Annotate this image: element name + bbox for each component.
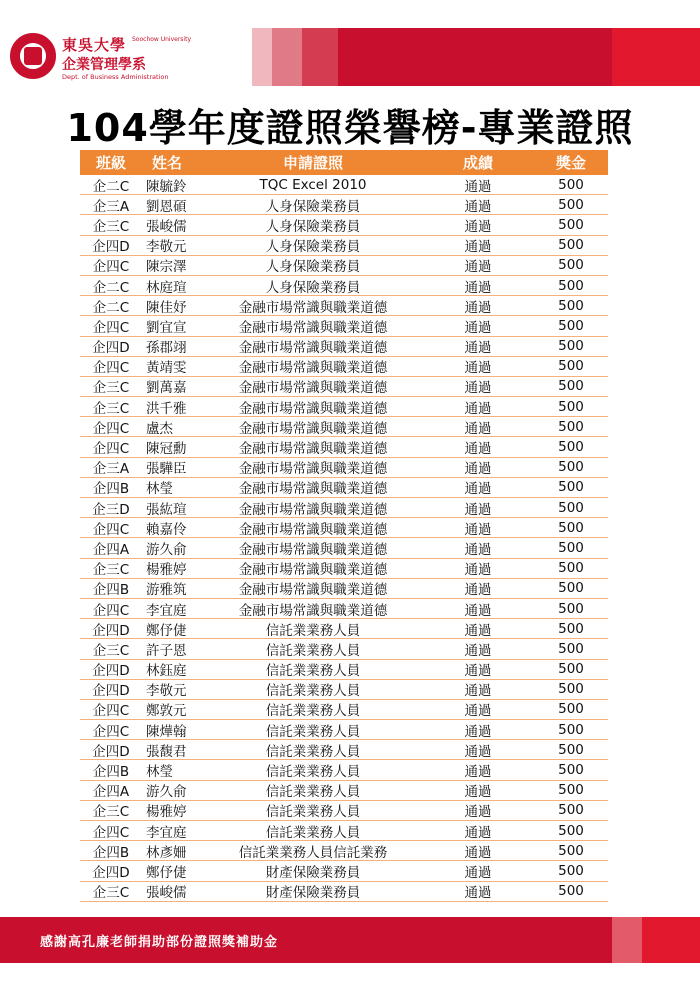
cell-prize: 500 xyxy=(558,842,584,859)
cell-class: 企三C xyxy=(92,642,130,659)
cell-certificate: 金融市場常識與職業道德 xyxy=(238,360,388,377)
cell-name: 陳冠勳 xyxy=(146,441,187,458)
cell-certificate: 金融市場常識與職業道德 xyxy=(238,420,388,437)
cell-result: 通過 xyxy=(464,218,492,235)
cell-name: 林庭瑄 xyxy=(146,279,187,296)
table-row xyxy=(80,882,608,902)
cell-result: 通過 xyxy=(464,683,492,700)
cell-name: 張馥君 xyxy=(146,743,187,760)
table-row xyxy=(80,215,608,235)
cell-class: 企四C xyxy=(92,259,130,276)
cell-certificate: 信託業業務人員信託業務 xyxy=(238,844,388,861)
footer-acknowledgement: 感謝高孔廉老師捐助部份證照獎補助金 xyxy=(40,935,279,950)
table-row xyxy=(80,478,608,498)
cell-certificate: 信託業業務人員 xyxy=(265,723,361,740)
cell-certificate: 金融市場常識與職業道德 xyxy=(238,380,388,397)
header-certificate: 申請證照 xyxy=(282,154,343,172)
cell-name: 游雅筑 xyxy=(146,582,187,599)
cell-class: 企二C xyxy=(92,178,130,195)
cell-result: 通過 xyxy=(464,824,492,841)
cell-prize: 500 xyxy=(558,762,584,779)
cell-class: 企四C xyxy=(92,521,130,538)
cell-name: 李敬元 xyxy=(146,239,187,256)
cell-class: 企四C xyxy=(92,360,130,377)
cell-name: 鄭伃倢 xyxy=(146,622,187,639)
cell-result: 通過 xyxy=(464,844,492,861)
cell-prize: 500 xyxy=(558,398,584,415)
cell-result: 通過 xyxy=(464,804,492,821)
cell-name: 張紘瑄 xyxy=(146,501,187,518)
cell-prize: 500 xyxy=(558,459,584,476)
cell-result: 通過 xyxy=(464,703,492,720)
cell-name: 洪千雅 xyxy=(146,400,187,417)
cell-certificate: 信託業業務人員 xyxy=(265,764,361,781)
cell-prize: 500 xyxy=(558,237,584,254)
table-row xyxy=(80,740,608,760)
cell-result: 通過 xyxy=(464,501,492,518)
cell-prize: 500 xyxy=(558,317,584,334)
cell-certificate: 信託業業務人員 xyxy=(265,784,361,801)
table-row xyxy=(80,195,608,215)
cell-certificate: 人身保險業務員 xyxy=(265,259,361,276)
cell-certificate: 金融市場常識與職業道德 xyxy=(238,461,388,478)
cell-prize: 500 xyxy=(558,297,584,314)
header-prize: 獎金 xyxy=(555,154,586,172)
cell-class: 企三A xyxy=(92,198,130,215)
cell-result: 通過 xyxy=(464,299,492,316)
cell-name: 孫郡翊 xyxy=(146,340,187,357)
cell-name: 劉恩碩 xyxy=(146,198,187,215)
table-row xyxy=(80,619,608,639)
cell-name: 陳毓鈴 xyxy=(146,178,187,195)
table-row xyxy=(80,316,608,336)
cell-prize: 500 xyxy=(558,600,584,617)
cell-class: 企三A xyxy=(92,461,130,478)
cell-result: 通過 xyxy=(464,400,492,417)
cell-certificate: 人身保險業務員 xyxy=(265,198,361,215)
cell-name: 陳佳妤 xyxy=(146,299,187,316)
cell-class: 企四A xyxy=(92,541,130,558)
cell-name: 張峻儒 xyxy=(146,885,187,902)
cell-class: 企四C xyxy=(92,703,130,720)
cell-class: 企四D xyxy=(92,683,130,700)
cell-class: 企二C xyxy=(92,299,130,316)
cell-certificate: 人身保險業務員 xyxy=(265,239,361,256)
cell-result: 通過 xyxy=(464,461,492,478)
cell-class: 企二C xyxy=(92,279,130,296)
cell-result: 通過 xyxy=(464,259,492,276)
table-row xyxy=(80,639,608,659)
table-row xyxy=(80,821,608,841)
cell-prize: 500 xyxy=(558,539,584,556)
cell-certificate: 金融市場常識與職業道德 xyxy=(238,562,388,579)
cell-result: 通過 xyxy=(464,764,492,781)
cell-class: 企四B xyxy=(92,582,130,599)
cell-prize: 500 xyxy=(558,620,584,637)
cell-result: 通過 xyxy=(464,380,492,397)
footer-stripe xyxy=(642,917,700,963)
cell-class: 企四D xyxy=(92,340,130,357)
cell-certificate: 金融市場常識與職業道德 xyxy=(238,521,388,538)
cell-prize: 500 xyxy=(558,479,584,496)
cell-class: 企四C xyxy=(92,319,130,336)
cell-name: 黃靖雯 xyxy=(146,360,187,377)
cell-class: 企四B xyxy=(92,764,130,781)
cell-prize: 500 xyxy=(558,802,584,819)
table-row xyxy=(80,781,608,801)
cell-class: 企四D xyxy=(92,864,130,881)
cell-certificate: 金融市場常識與職業道德 xyxy=(238,602,388,619)
cell-class: 企四C xyxy=(92,824,130,841)
cell-name: 李宜庭 xyxy=(146,602,187,619)
table-row xyxy=(80,680,608,700)
table-row xyxy=(80,498,608,518)
cell-name: 李敬元 xyxy=(146,683,187,700)
cell-class: 企四D xyxy=(92,622,130,639)
cell-name: 鄭伃倢 xyxy=(146,864,187,881)
table-row xyxy=(80,437,608,457)
table-row xyxy=(80,417,608,437)
cell-class: 企四C xyxy=(92,420,130,437)
cell-certificate: 信託業業務人員 xyxy=(265,622,361,639)
cell-certificate: 信託業業務人員 xyxy=(265,642,361,659)
cell-certificate: 信託業業務人員 xyxy=(265,743,361,760)
cell-certificate: TQC Excel 2010 xyxy=(259,176,367,193)
cell-prize: 500 xyxy=(558,439,584,456)
cell-certificate: 金融市場常識與職業道德 xyxy=(238,481,388,498)
table-row xyxy=(80,579,608,599)
table-row xyxy=(80,861,608,881)
cell-class: 企三C xyxy=(92,218,130,235)
header-name: 姓名 xyxy=(152,154,183,172)
cell-result: 通過 xyxy=(464,319,492,336)
cell-class: 企三C xyxy=(92,400,130,417)
cell-prize: 500 xyxy=(558,862,584,879)
cell-prize: 500 xyxy=(558,378,584,395)
cell-certificate: 信託業業務人員 xyxy=(265,804,361,821)
cell-certificate: 金融市場常識與職業道德 xyxy=(238,441,388,458)
cell-certificate: 信託業業務人員 xyxy=(265,703,361,720)
cell-certificate: 金融市場常識與職業道德 xyxy=(238,582,388,599)
cell-class: 企四A xyxy=(92,784,130,801)
cell-result: 通過 xyxy=(464,743,492,760)
cell-prize: 500 xyxy=(558,580,584,597)
cell-result: 通過 xyxy=(464,239,492,256)
honor-roll-table xyxy=(80,150,608,902)
dept-name-zh: 企業管理學系 xyxy=(62,57,146,73)
table-row xyxy=(80,660,608,680)
table-row xyxy=(80,599,608,619)
cell-certificate: 人身保險業務員 xyxy=(265,218,361,235)
cell-name: 賴嘉伶 xyxy=(146,521,187,538)
cell-prize: 500 xyxy=(558,661,584,678)
cell-result: 通過 xyxy=(464,541,492,558)
cell-name: 許子恩 xyxy=(146,642,187,659)
table-row xyxy=(80,236,608,256)
university-seal-icon xyxy=(10,33,56,79)
cell-prize: 500 xyxy=(558,499,584,516)
cell-certificate: 信託業業務人員 xyxy=(265,683,361,700)
cell-name: 李宜庭 xyxy=(146,824,187,841)
cell-result: 通過 xyxy=(464,178,492,195)
cell-name: 劉宜宣 xyxy=(146,319,187,336)
cell-result: 通過 xyxy=(464,663,492,680)
cell-result: 通過 xyxy=(464,562,492,579)
table-row xyxy=(80,841,608,861)
cell-certificate: 人身保險業務員 xyxy=(265,279,361,296)
cell-prize: 500 xyxy=(558,196,584,213)
cell-name: 林鈺庭 xyxy=(146,663,187,680)
footer-band xyxy=(0,917,700,963)
cell-name: 張峻儒 xyxy=(146,218,187,235)
cell-class: 企三D xyxy=(92,501,130,518)
cell-prize: 500 xyxy=(558,741,584,758)
table-row xyxy=(80,397,608,417)
cell-result: 通過 xyxy=(464,723,492,740)
cell-prize: 500 xyxy=(558,721,584,738)
cell-prize: 500 xyxy=(558,176,584,193)
table-row xyxy=(80,337,608,357)
school-name-en: Soochow University xyxy=(132,36,192,43)
cell-prize: 500 xyxy=(558,782,584,799)
cell-certificate: 金融市場常識與職業道德 xyxy=(238,299,388,316)
cell-certificate: 金融市場常識與職業道德 xyxy=(238,340,388,357)
cell-result: 通過 xyxy=(464,441,492,458)
header-class: 班級 xyxy=(95,154,126,172)
cell-name: 林瑩 xyxy=(146,481,173,498)
logo-card xyxy=(0,28,252,86)
cell-prize: 500 xyxy=(558,216,584,233)
cell-class: 企四D xyxy=(92,663,130,680)
table-row xyxy=(80,458,608,478)
cell-result: 通過 xyxy=(464,521,492,538)
table-row xyxy=(80,175,608,195)
cell-name: 陳燁翰 xyxy=(146,723,187,740)
footer-stripe xyxy=(612,917,642,963)
cell-prize: 500 xyxy=(558,822,584,839)
cell-class: 企三C xyxy=(92,562,130,579)
table-row xyxy=(80,720,608,740)
cell-class: 企四C xyxy=(92,723,130,740)
cell-class: 企四C xyxy=(92,441,130,458)
cell-prize: 500 xyxy=(558,338,584,355)
cell-class: 企四D xyxy=(92,239,130,256)
cell-certificate: 財產保險業務員 xyxy=(265,885,361,902)
header-stripe xyxy=(252,28,272,86)
table-row xyxy=(80,518,608,538)
cell-name: 游久俞 xyxy=(146,784,187,801)
cell-prize: 500 xyxy=(558,277,584,294)
header-stripe xyxy=(272,28,302,86)
cell-result: 通過 xyxy=(464,784,492,801)
cell-name: 楊雅婷 xyxy=(146,562,187,579)
cell-certificate: 信託業業務人員 xyxy=(265,824,361,841)
table-row xyxy=(80,760,608,780)
cell-result: 通過 xyxy=(464,340,492,357)
cell-prize: 500 xyxy=(558,560,584,577)
cell-result: 通過 xyxy=(464,885,492,902)
table-row xyxy=(80,700,608,720)
cell-prize: 500 xyxy=(558,701,584,718)
table-row xyxy=(80,357,608,377)
cell-result: 通過 xyxy=(464,420,492,437)
department-logo xyxy=(62,34,247,82)
cell-class: 企四C xyxy=(92,602,130,619)
cell-name: 劉萬嘉 xyxy=(146,380,187,397)
cell-class: 企四B xyxy=(92,844,130,861)
cell-certificate: 財產保險業務員 xyxy=(265,864,361,881)
cell-result: 通過 xyxy=(464,198,492,215)
cell-result: 通過 xyxy=(464,582,492,599)
cell-result: 通過 xyxy=(464,642,492,659)
cell-class: 企三C xyxy=(92,804,130,821)
cell-result: 通過 xyxy=(464,622,492,639)
cell-certificate: 信託業業務人員 xyxy=(265,663,361,680)
table-row xyxy=(80,377,608,397)
header-stripe xyxy=(302,28,338,86)
cell-certificate: 金融市場常識與職業道德 xyxy=(238,400,388,417)
table-row xyxy=(80,801,608,821)
cell-prize: 500 xyxy=(558,681,584,698)
table-row xyxy=(80,559,608,579)
cell-name: 林瑩 xyxy=(146,764,173,781)
cell-name: 陳宗澤 xyxy=(146,259,187,276)
page-title: 104學年度證照榮譽榜-專業證照 xyxy=(66,106,634,150)
table-row xyxy=(80,538,608,558)
cell-result: 通過 xyxy=(464,481,492,498)
cell-class: 企三C xyxy=(92,380,130,397)
header-band xyxy=(0,28,700,86)
dept-name-en: Dept. of Business Administration xyxy=(62,73,169,81)
cell-name: 林彥姍 xyxy=(146,844,187,861)
cell-certificate: 金融市場常識與職業道德 xyxy=(238,541,388,558)
cell-class: 企四D xyxy=(92,743,130,760)
cell-result: 通過 xyxy=(464,279,492,296)
table-header xyxy=(80,150,608,175)
cell-class: 企四B xyxy=(92,481,130,498)
school-name-zh: 東吳大學 xyxy=(62,36,127,54)
cell-name: 張驊臣 xyxy=(146,461,187,478)
cell-result: 通過 xyxy=(464,864,492,881)
cell-prize: 500 xyxy=(558,418,584,435)
cell-prize: 500 xyxy=(558,640,584,657)
cell-certificate: 金融市場常識與職業道德 xyxy=(238,501,388,518)
cell-name: 盧杰 xyxy=(146,420,173,437)
cell-certificate: 金融市場常識與職業道德 xyxy=(238,319,388,336)
cell-name: 楊雅婷 xyxy=(146,804,187,821)
cell-result: 通過 xyxy=(464,360,492,377)
cell-prize: 500 xyxy=(558,257,584,274)
cell-prize: 500 xyxy=(558,883,584,900)
table-row xyxy=(80,256,608,276)
table-row xyxy=(80,276,608,296)
header-stripe xyxy=(612,28,700,86)
cell-name: 游久俞 xyxy=(146,541,187,558)
table-row xyxy=(80,296,608,316)
header-result: 成績 xyxy=(462,154,493,172)
cell-result: 通過 xyxy=(464,602,492,619)
cell-prize: 500 xyxy=(558,358,584,375)
cell-prize: 500 xyxy=(558,519,584,536)
cell-class: 企三C xyxy=(92,885,130,902)
table-body xyxy=(80,175,608,902)
cell-name: 鄭敦元 xyxy=(146,703,187,720)
